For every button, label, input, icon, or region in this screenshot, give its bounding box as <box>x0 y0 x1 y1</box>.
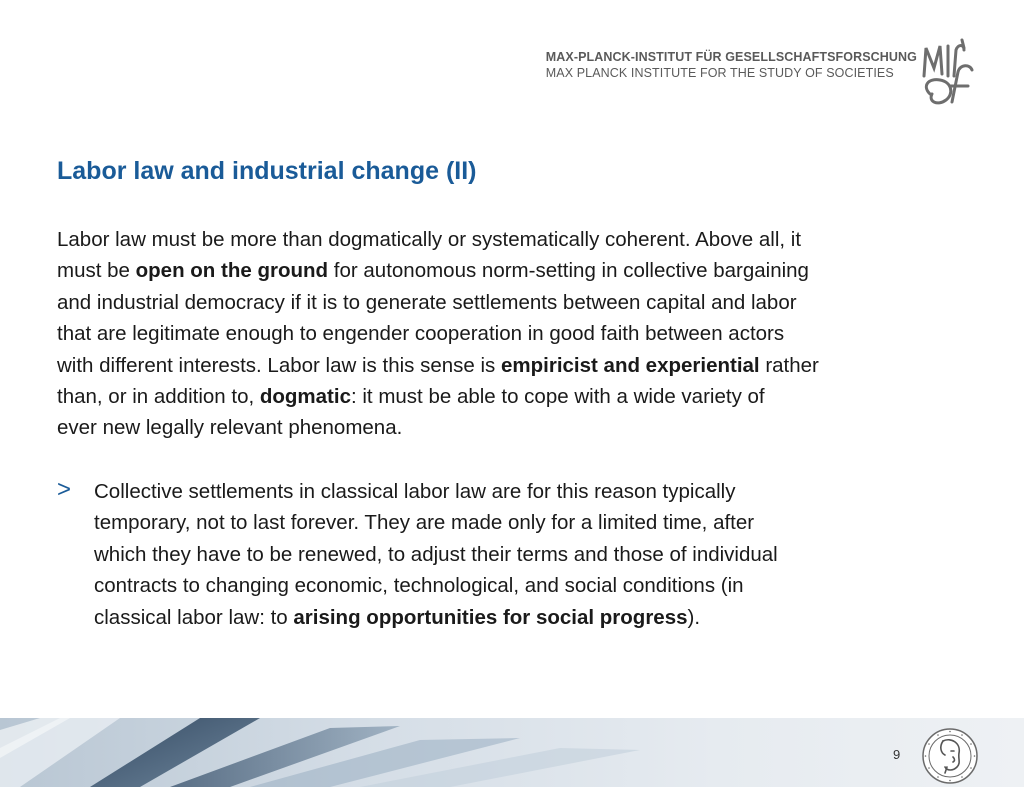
bullet-line: temporary, not to last forever. They are made only for a limited time, after <box>94 511 755 535</box>
paragraph-line <box>57 255 957 286</box>
mpifg-logo <box>918 36 982 112</box>
paragraph-line: ever new legally relevant phenomena. <box>57 416 403 440</box>
bullet-line <box>94 602 977 633</box>
bullet-text <box>94 476 977 633</box>
bullet-line: which they have to be renewed, to adjust their terms and those of individual <box>94 542 778 566</box>
paragraph-line: that are legitimate enough to engender cooperation in good faith between actors <box>57 322 785 346</box>
text-run: with different interests. Labor law is this sense is <box>57 353 501 377</box>
paragraph-line: Labor law must be more than dogmatically or systematically coherent. Above all, it <box>57 228 802 251</box>
institute-name-english: MAX PLANCK INSTITUTE FOR THE STUDY OF SOCIETIES <box>545 66 894 80</box>
emphasis-social-progress: arising opportunities for social progress <box>293 605 688 629</box>
text-run: classical labor law: to <box>94 605 294 629</box>
text-run: than, or in addition to, <box>57 385 260 409</box>
emphasis-dogmatic: dogmatic <box>259 385 351 409</box>
slide-title: Labor law and industrial change (II) <box>57 157 477 185</box>
footer-decoration <box>0 718 1024 787</box>
text-run: ). <box>687 605 701 629</box>
institute-names <box>546 49 917 81</box>
paragraph-line <box>57 350 957 381</box>
bullet-line: contracts to changing economic, technological, and social conditions (in <box>94 574 744 598</box>
footer-band <box>0 718 1024 787</box>
text-run: : it must be able to cope with a wide variety of <box>350 385 765 409</box>
main-paragraph <box>57 224 957 444</box>
emphasis-empiricist: empiricist and experiential <box>501 353 760 377</box>
slide-header <box>0 0 1024 130</box>
text-run: must be <box>57 259 136 283</box>
bullet-line: Collective settlements in classical labor law are for this reason typically <box>94 480 736 503</box>
institute-name-german: MAX-PLANCK-INSTITUT FÜR GESELLSCHAFTSFORSCHUNG <box>545 50 917 64</box>
minerva-logo <box>921 727 979 785</box>
paragraph-line <box>57 381 957 412</box>
text-run: for autonomous norm-setting in collective bargaining <box>328 259 809 283</box>
bullet-item <box>57 476 977 633</box>
page-number: 9 <box>893 747 901 762</box>
text-run: rather <box>759 353 819 377</box>
paragraph-line: and industrial democracy if it is to generate settlements between capital and labor <box>57 290 797 314</box>
bullet-marker-icon: > <box>57 476 72 503</box>
emphasis-open-on-the-ground: open on the ground <box>135 259 329 283</box>
